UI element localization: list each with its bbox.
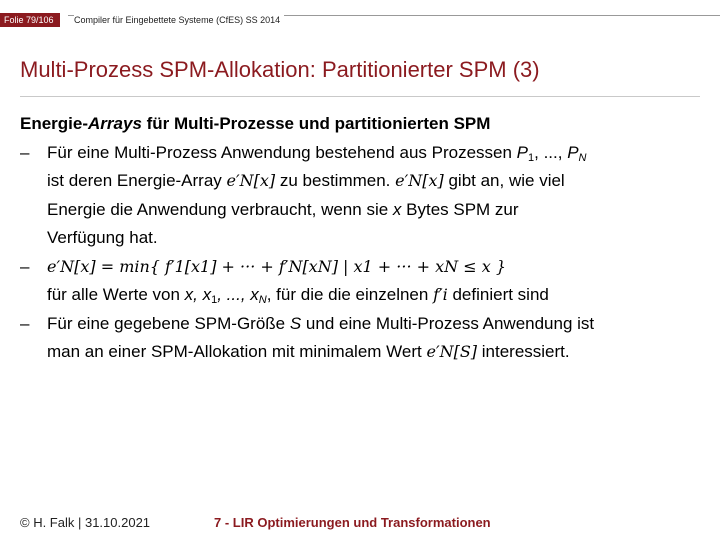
bullet-2-formula <box>20 253 700 282</box>
course-title: Compiler für Eingebettete Systeme (CfES) SS 2014 <box>74 13 284 27</box>
energy-array-math: e′N[x] <box>226 171 276 190</box>
bullet-1-line-1: – Für eine Multi-Prozess Anwendung bestehend aus Prozessen $P_1$, ..., $P_N$ <box>20 139 700 168</box>
bullet-1-line-4: Verfügung hat. <box>47 228 158 247</box>
footer-chapter: 7 - LIR Optimierungen und Transformationen <box>214 515 491 530</box>
f-i-math: f′i <box>433 285 448 304</box>
slide-title: Multi-Prozess SPM-Allokation: Partitionierter SPM (3) <box>20 57 540 82</box>
section-heading: Energie-Arrays für Multi-Prozesse und partitionierten SPM <box>20 114 491 133</box>
bullet-dash: – <box>20 142 30 162</box>
energy-array-math: e′N[x] <box>395 171 444 190</box>
bullet-1-line-3: Energie die Anwendung verbraucht, wenn sie x Bytes SPM zur <box>47 199 519 219</box>
slide-number: Folie 79/106 <box>0 13 60 27</box>
bullet-dash: – <box>20 313 30 333</box>
footer-author-date: © H. Falk | 31.10.2021 <box>20 515 151 530</box>
bullet-3-line-1: – Für eine gegebene SPM-Größe S und eine Multi-Prozess Anwendung ist <box>20 310 700 339</box>
bullet-dash: – <box>20 256 30 276</box>
bullet-1-line-2: ist deren Energie-Array e′N[x] zu bestimmen. e′N[x] gibt an, wie viel <box>47 171 565 190</box>
slide-body <box>20 110 700 367</box>
energy-array-S-math: e′N[S] <box>426 342 478 361</box>
title-rule <box>20 96 700 97</box>
min-formula: e′N[x] = min{ f′1[x1] + ··· + f′N[xN] | x1 + ··· + xN ≤ x } <box>47 256 507 276</box>
bullet-2-line-2: für alle Werte von x, $x_1$, ..., $x_N$, für die die einzelnen f′i definiert sind <box>47 285 549 306</box>
bullet-3-line-2: man an einer SPM-Allokation mit minimalem Wert e′N[S] interessiert. <box>47 342 570 361</box>
